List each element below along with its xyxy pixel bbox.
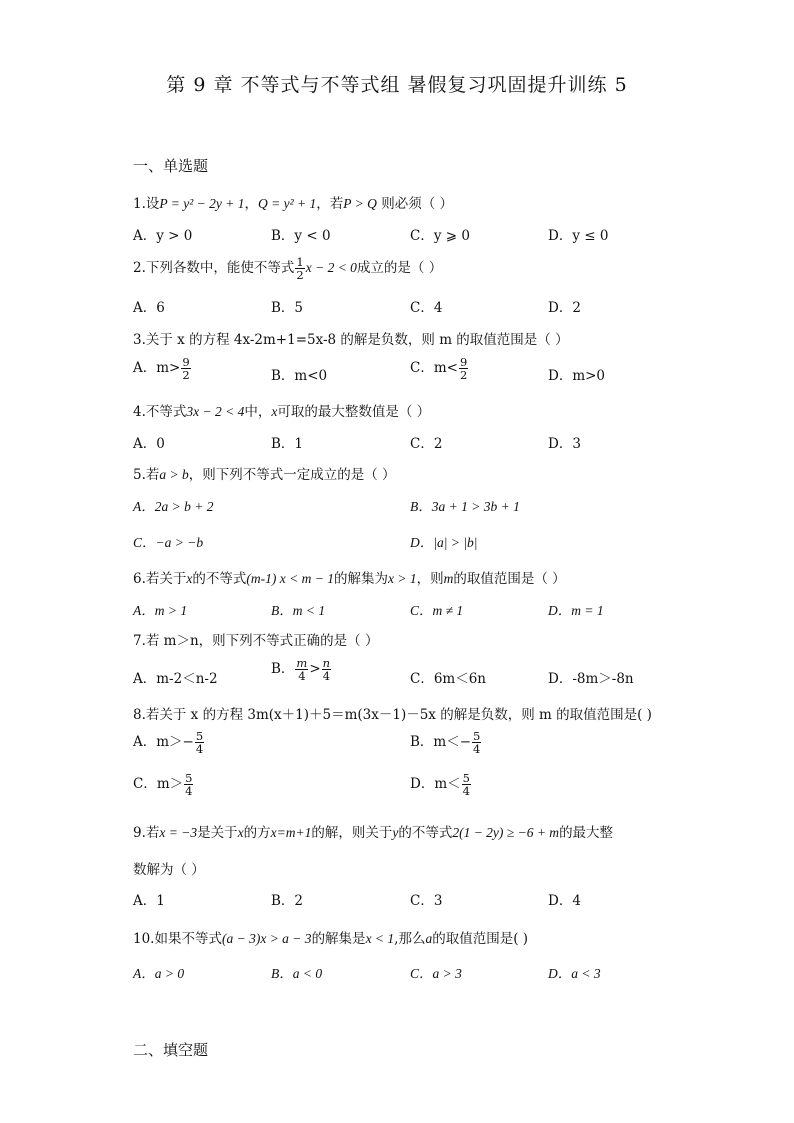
question-number: 10. [133,931,155,947]
option-c: C．−a > −b [133,535,204,550]
numerator: m [296,656,308,670]
option-a: A．1 [133,893,165,909]
fraction [295,256,304,281]
math-expression: x < 1 [365,931,395,946]
option-d: D．3 [548,436,581,452]
fraction [472,730,481,755]
option-d: D．m>0 [548,368,606,384]
numerator: 9 [459,355,468,369]
option-b [271,657,332,682]
option-a: A．m > 1 [133,603,188,618]
option-c: C．a > 3 [410,966,462,981]
denominator: 4 [185,784,193,799]
option-text: B． [271,661,295,678]
numerator: 5 [195,729,204,743]
question-text: 成立的是（ ） [356,260,443,277]
option-text: B．m＜− [410,734,472,751]
math-expression: x=m+1 [270,825,312,840]
option-a: A．y > 0 [133,228,193,244]
question-number: 7. [133,633,146,649]
math-variable: x [186,571,193,586]
option-a: A．a > 0 [133,966,185,981]
question-1 [133,192,453,212]
option-d: D．2 [548,300,581,316]
option-text: A．m> [133,360,181,377]
math-variable: x [271,404,278,419]
question-text: 关于 x 的方程 4x-2m+1=5x-8 的解是负数，则 m 的取值范围是（ ） [145,332,569,348]
option-c: C．2 [410,436,443,452]
question-2 [133,256,442,281]
question-number: 3. [133,332,146,348]
question-text: 的取值范围是( ) [432,931,529,947]
question-9-continued: 数解为（ ） [133,862,205,878]
option-text: > [309,661,321,678]
numerator: 5 [473,729,481,743]
option-c: C．m ≠ 1 [410,603,464,618]
question-text: 如果不等式 [154,931,222,947]
option-text: C．m＞ [133,776,184,793]
option-d: D．4 [548,893,581,909]
denominator: 2 [296,268,304,283]
denominator: 4 [322,669,331,684]
numerator: 1 [296,255,304,269]
option-d: D．a < 3 [548,966,601,981]
option-b: B．1 [271,436,304,452]
option-a: A．m-2＜n-2 [133,671,218,687]
question-3 [133,328,569,348]
math-variable: a [425,931,433,946]
option-a [133,356,192,381]
question-text: ，则 [416,571,444,587]
question-text: 设 [145,196,160,212]
math-expression: a > b [159,467,189,482]
question-text: 下列各数中，能使不等式 [145,260,295,277]
math-expression: (m-1) x < m − 1 [246,571,334,586]
option-b: B．m<0 [271,368,328,384]
question-text: ， [244,196,259,212]
option-c: C．3 [410,893,443,909]
denominator: 2 [459,368,468,383]
numerator: 5 [185,771,193,785]
question-5 [133,463,396,483]
option-b: B．a < 0 [271,966,323,981]
option-b: B．5 [271,300,304,316]
question-text: 的不等式 [192,571,247,587]
option-a [133,730,205,755]
denominator: 4 [473,742,481,757]
fraction [322,657,331,682]
section-heading-fill-blank: 二、填空题 [133,1041,209,1059]
question-text: ，若 [316,196,344,212]
math-variable: y [392,825,399,840]
question-10 [133,927,528,947]
option-b [410,730,482,755]
question-number: 5. [133,467,146,483]
question-text: 不等式 [145,404,187,420]
option-d: D．|a| > |b| [410,535,478,550]
denominator: 4 [462,784,470,799]
denominator: 2 [182,368,190,383]
question-text: 中， [244,404,272,420]
question-text: 若关于 [145,571,187,587]
math-expression: 2(1 − 2y) ≥ −6 + m [452,825,560,840]
page-title: 第 9 章 不等式与不等式组 暑假复习巩固提升训练 5 [166,74,628,96]
option-b: B．3a + 1 > 3b + 1 [410,499,520,514]
option-d: D．-8m＞-8n [548,671,634,687]
question-text: 是关于 [197,825,238,841]
fraction [184,772,193,797]
option-c: C．y ⩾ 0 [410,228,470,244]
question-text: 的取值范围是（ ） [453,571,566,587]
option-d: D．y ≤ 0 [548,228,609,244]
option-text: A．m＞− [133,734,194,751]
question-number: 8. [133,707,146,723]
option-c: C．6m＜6n [410,671,487,687]
math-expression: 3x − 2 < 4 [186,404,245,419]
numerator: n [322,656,331,670]
question-7 [133,629,378,649]
fraction [181,356,190,381]
math-expression: Q = y² + 1 [258,196,317,211]
option-text: C．m< [410,360,458,377]
option-d: D．m = 1 [548,603,604,618]
question-number: 1. [133,196,146,212]
option-b: B．y < 0 [271,228,331,244]
option-b: B．2 [271,893,304,909]
option-a: A．0 [133,436,165,452]
option-a: A．6 [133,300,165,316]
math-expression: P = y² − 2y + 1 [159,196,245,211]
question-text: 则必须（ ） [381,196,453,212]
fraction [195,730,204,755]
question-number: 4. [133,404,146,420]
fraction [462,772,471,797]
math-expression: (a − 3)x > a − 3 [221,931,312,946]
question-text: 若 [145,825,160,841]
math-expression: x = −3 [159,825,198,840]
denominator: 4 [298,669,306,684]
option-text: D．m＜ [410,776,461,793]
section-heading-single-choice: 一、单选题 [133,157,209,175]
question-text: ，则下列不等式一定成立的是（ ） [188,467,396,483]
math-variable: m [443,571,454,586]
question-number: 9. [133,825,146,841]
denominator: 4 [195,742,204,757]
question-text: 的方 [243,825,271,841]
question-text: 的不等式 [398,825,453,841]
question-text: 的解集为 [333,571,388,587]
question-6 [133,567,566,587]
math-expression: x − 2 < 0 [305,260,357,276]
question-text: 的解，则关于 [311,825,393,841]
question-4 [133,400,430,420]
option-c [133,772,194,797]
question-text: 若 m＞n，则下列不等式正确的是（ ） [145,633,379,649]
option-c [410,356,469,381]
math-expression: x > 1 [387,571,417,586]
fraction [459,356,468,381]
option-a: A．2a > b + 2 [133,499,214,514]
question-8 [133,703,652,723]
question-text: 若关于 x 的方程 3m(x＋1)＋5＝m(3x－1)－5x 的解是负数，则 m 的取值范围是( ) [145,707,652,723]
question-number: 2. [133,260,146,277]
question-9 [133,821,613,841]
math-variable: x [237,825,244,840]
question-text: 若 [145,467,160,483]
question-text: 的解集是 [311,931,366,947]
numerator: 9 [182,355,190,369]
option-b: B．m < 1 [271,603,326,618]
question-text: 可取的最大整数值是（ ） [277,404,431,420]
numerator: 5 [462,771,470,785]
question-text: 的最大整 [559,825,614,841]
option-d [410,772,472,797]
math-expression: P > Q [343,196,377,211]
question-number: 6. [133,571,146,587]
fraction [295,657,308,682]
option-c: C．4 [410,300,443,316]
question-text: ,那么 [394,931,426,947]
